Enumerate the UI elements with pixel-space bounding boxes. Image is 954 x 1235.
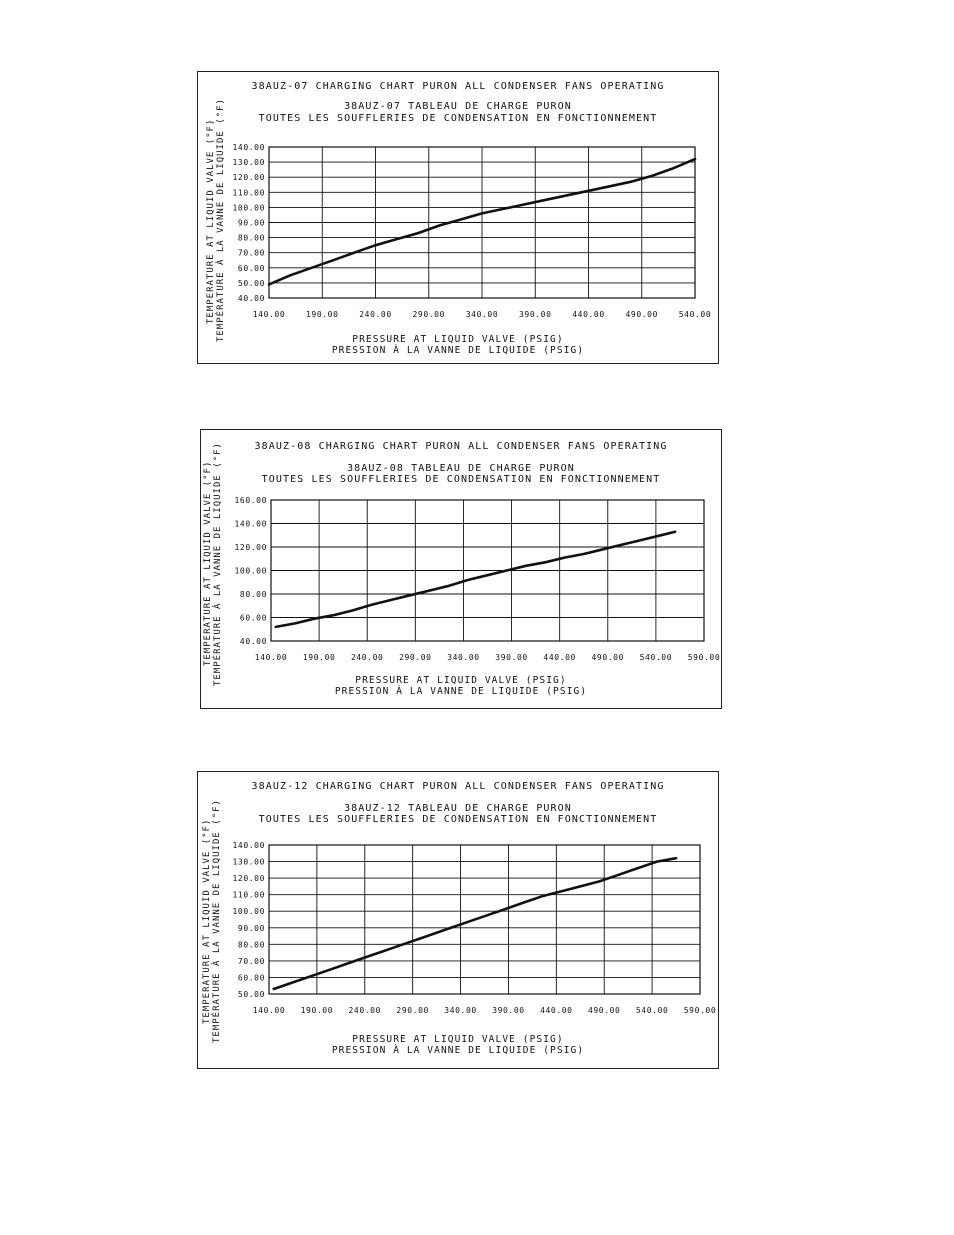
x-tick-label: 440.00: [572, 310, 605, 319]
y-tick-label: 40.00: [237, 294, 265, 303]
y-tick-label: 60.00: [237, 263, 265, 273]
chart-title: 38AUZ-12 CHARGING CHART PURON ALL CONDENSER FANS OPERATING: [251, 781, 665, 792]
x-tick-label: 240.00: [359, 310, 392, 319]
x-tick-label: 490.00: [625, 310, 658, 319]
x-tick-label: 540.00: [678, 310, 712, 319]
x-tick-label: 440.00: [543, 653, 576, 662]
y-tick-label: 100.00: [232, 907, 265, 917]
y-tick-label: 50.00: [237, 278, 265, 288]
data-series-line: [276, 532, 675, 627]
y-tick-label: 80.00: [237, 940, 265, 950]
y-tick-label: 110.00: [232, 890, 265, 900]
x-axis-label-fr: PRESSION À LA VANNE DE LIQUIDE (PSIG): [331, 1045, 585, 1056]
x-tick-label: 390.00: [492, 1006, 525, 1015]
y-axis-label-en: TEMPERATURE AT LIQUID VALVE (°F): [202, 818, 212, 1024]
x-tick-label: 490.00: [587, 1006, 621, 1015]
y-tick-label: 80.00: [237, 233, 265, 243]
y-tick-label: 120.00: [232, 874, 265, 884]
x-tick-label: 340.00: [444, 1006, 477, 1015]
plot-area: [198, 72, 718, 363]
x-tick-label: 290.00: [412, 310, 445, 319]
chart-panel-38auz-07: [197, 71, 719, 364]
chart-title: 38AUZ-07 CHARGING CHART PURON ALL CONDENSER FANS OPERATING: [251, 81, 665, 92]
x-tick-label: 340.00: [447, 653, 480, 662]
x-axis-label-en: PRESSURE AT LIQUID VALVE (PSIG): [355, 675, 567, 686]
x-tick-label: 140.00: [252, 1006, 286, 1015]
y-tick-label: 140.00: [232, 143, 265, 152]
y-tick-label: 120.00: [232, 173, 265, 183]
x-tick-label: 140.00: [252, 310, 286, 319]
x-tick-label: 190.00: [306, 310, 339, 319]
y-tick-label: 60.00: [239, 613, 267, 623]
x-tick-label: 190.00: [300, 1006, 334, 1015]
x-tick-label: 290.00: [399, 653, 432, 662]
y-tick-label: 80.00: [239, 590, 267, 599]
y-tick-label: 70.00: [237, 248, 265, 258]
plot-area: [201, 430, 721, 708]
chart-panel-38auz-08: [200, 429, 722, 709]
x-tick-label: 340.00: [465, 310, 499, 319]
x-tick-label: 290.00: [396, 1006, 429, 1015]
y-tick-label: 90.00: [237, 923, 265, 933]
y-axis-label-fr: TEMPÉRATURE À LA VANNE DE LIQUIDE (°F): [213, 442, 223, 686]
chart-subtitle-line-1: 38AUZ-12 TABLEAU DE CHARGE PURON: [344, 803, 572, 814]
x-tick-label: 540.00: [635, 1006, 669, 1015]
y-tick-label: 100.00: [234, 566, 267, 576]
chart-subtitle-line-1: 38AUZ-07 TABLEAU DE CHARGE PURON: [344, 101, 572, 112]
x-axis-label-fr: PRESSION À LA VANNE DE LIQUIDE (PSIG): [334, 686, 588, 697]
y-tick-label: 160.00: [234, 496, 267, 505]
y-tick-label: 140.00: [232, 841, 265, 850]
y-tick-label: 50.00: [237, 990, 265, 999]
y-axis-label-fr: TEMPÉRATURE À LA VANNE DE LIQUIDE (°F): [212, 799, 222, 1043]
chart-subtitle-line-1: 38AUZ-08 TABLEAU DE CHARGE PURON: [347, 463, 575, 474]
x-axis-label-en: PRESSURE AT LIQUID VALVE (PSIG): [352, 1034, 564, 1045]
x-tick-label: 390.00: [519, 310, 552, 319]
x-tick-label: 440.00: [540, 1006, 573, 1015]
y-tick-label: 130.00: [232, 158, 265, 168]
x-tick-label: 240.00: [350, 653, 384, 662]
y-tick-label: 120.00: [234, 543, 267, 552]
x-axis-label-fr: PRESSION À LA VANNE DE LIQUIDE (PSIG): [331, 345, 585, 356]
y-tick-label: 110.00: [232, 188, 265, 198]
x-tick-label: 140.00: [254, 653, 288, 662]
y-axis-label-en: TEMPERATURE AT LIQUID VALVE (°F): [203, 460, 213, 666]
x-tick-label: 240.00: [348, 1006, 382, 1015]
y-tick-label: 60.00: [237, 973, 265, 983]
y-tick-label: 130.00: [232, 857, 265, 867]
x-tick-label: 590.00: [683, 1006, 717, 1015]
y-tick-label: 70.00: [237, 956, 265, 966]
plot-area: [198, 772, 718, 1068]
x-tick-label: 490.00: [591, 653, 625, 662]
y-axis-label-en: TEMPERATURE AT LIQUID VALVE (°F): [206, 118, 216, 324]
chart-subtitle-line-2: TOUTES LES SOUFFLERIES DE CONDENSATION EN FONCTIONNEMENT: [258, 814, 658, 825]
chart-subtitle-line-2: TOUTES LES SOUFFLERIES DE CONDENSATION EN FONCTIONNEMENT: [258, 113, 658, 124]
y-axis-label-fr: TEMPÉRATURE À LA VANNE DE LIQUIDE (°F): [216, 98, 226, 342]
x-tick-label: 590.00: [687, 653, 721, 662]
x-axis-label-en: PRESSURE AT LIQUID VALVE (PSIG): [352, 334, 564, 345]
y-tick-label: 90.00: [237, 218, 265, 228]
plot-frame: [269, 845, 700, 994]
chart-subtitle-line-2: TOUTES LES SOUFFLERIES DE CONDENSATION EN FONCTIONNEMENT: [261, 474, 661, 485]
x-tick-label: 190.00: [302, 653, 336, 662]
x-tick-label: 540.00: [639, 653, 673, 662]
y-tick-label: 140.00: [234, 519, 267, 529]
y-tick-label: 100.00: [232, 203, 265, 213]
chart-panel-38auz-12: [197, 771, 719, 1069]
chart-title: 38AUZ-08 CHARGING CHART PURON ALL CONDENSER FANS OPERATING: [254, 441, 668, 452]
y-tick-label: 40.00: [239, 637, 267, 646]
x-tick-label: 390.00: [495, 653, 528, 662]
